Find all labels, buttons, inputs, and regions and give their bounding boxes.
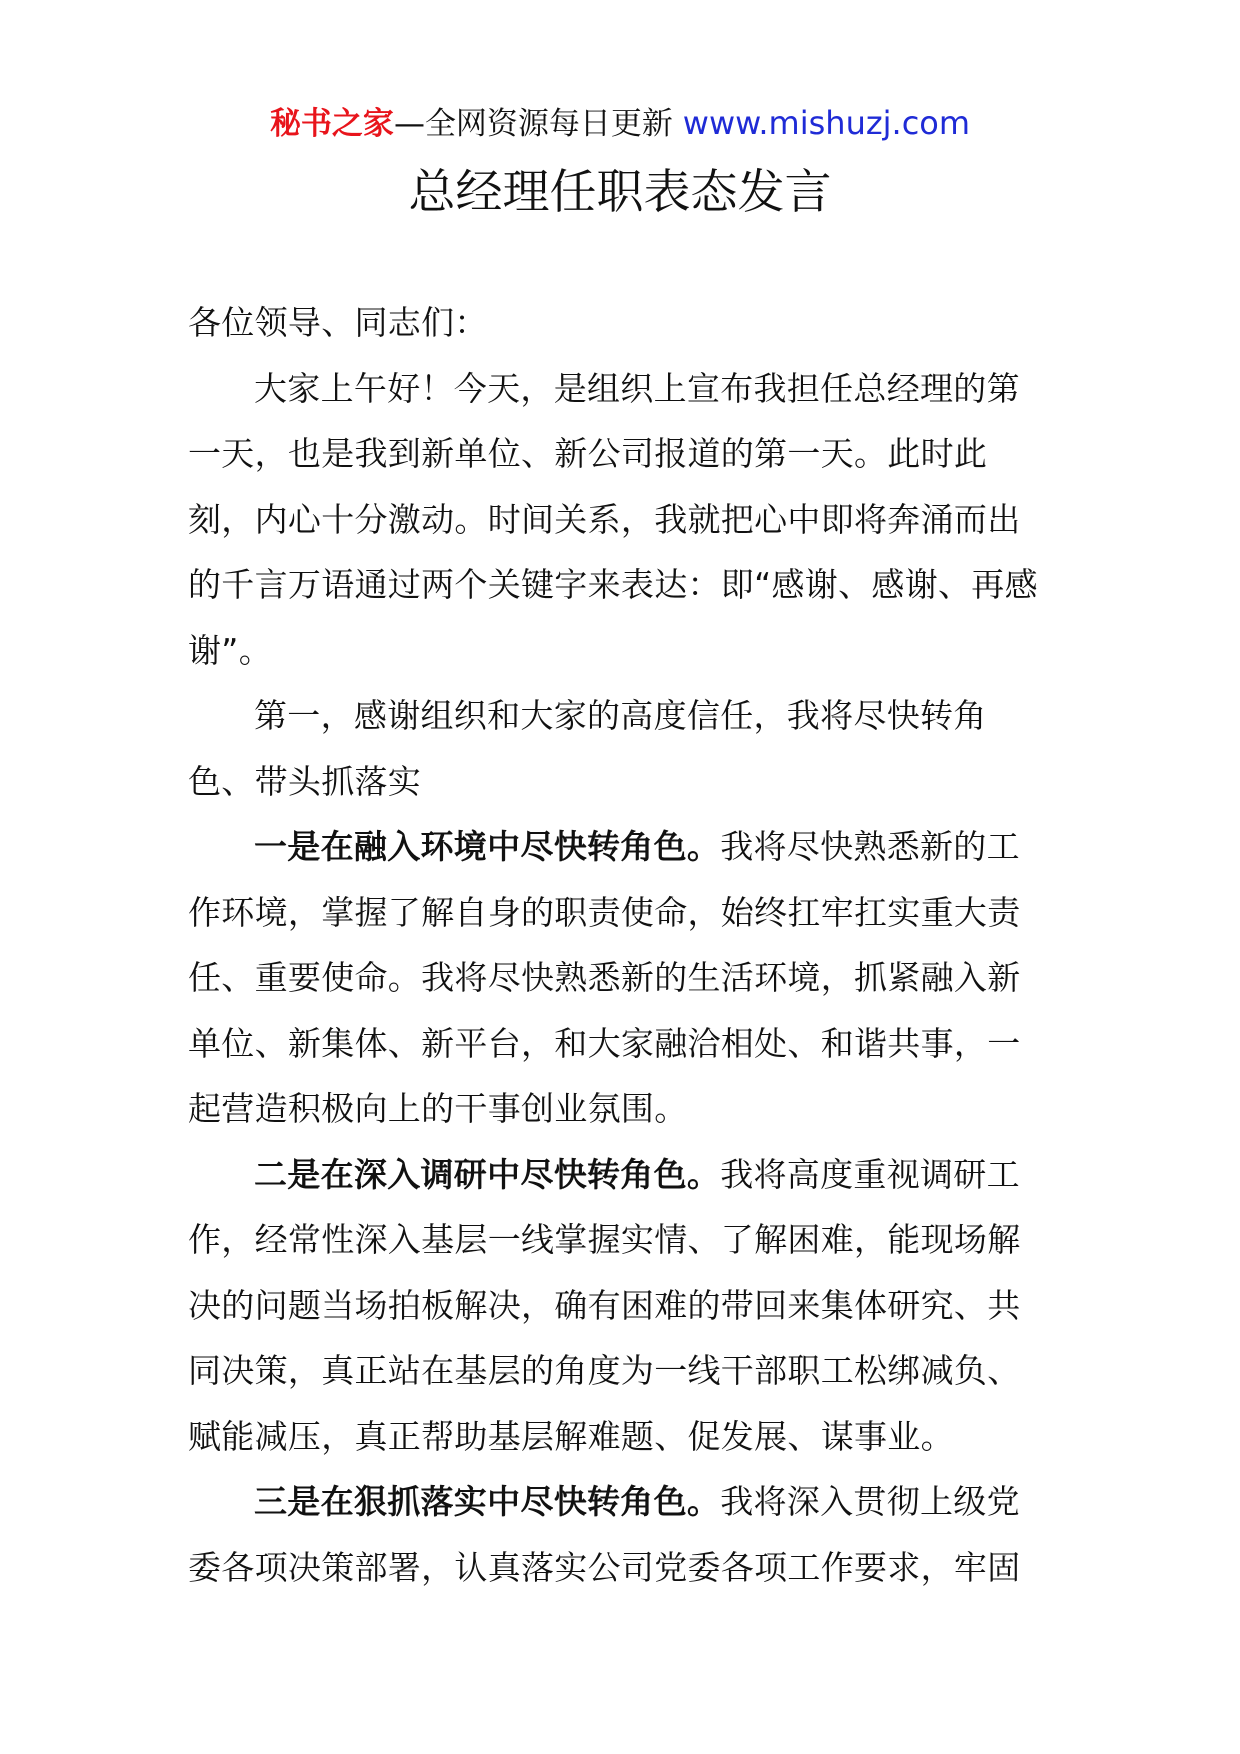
paragraph-text: 第一，感谢组织和大家的高度信任，我将尽快转角色、带头抓落实 — [188, 696, 987, 801]
paragraph-point-3 — [188, 1469, 1048, 1600]
paragraph-text: 我将尽快熟悉新的工作环境，掌握了解自身的职责使命，始终扛牢扛实重大责任、重要使命。我将尽快熟悉新的生活环境，抓紧融入新单位、新集体、新平台，和大家融洽相处、和谐共事，一起营造积极向上的干事创业氛围。 — [188, 827, 1021, 1128]
site-brand: 秘书之家 — [269, 106, 394, 142]
site-header — [0, 98, 1240, 149]
paragraph-text: 大家上午好！今天，是组织上宣布我担任总经理的第一天，也是我到新单位、新公司报道的第一天。此时此刻，内心十分激动。时间关系，我就把心中即将奔涌而出的千言万语通过两个关键字来表达：即“感谢、感谢、再感谢”。 — [188, 368, 1038, 670]
paragraph-lead: 一是在融入环境中尽快转角色。 — [254, 827, 721, 866]
paragraph-section-heading — [188, 683, 1048, 814]
paragraph-point-2 — [188, 1142, 1048, 1470]
site-url-link[interactable]: www.mishuzj.com — [682, 104, 971, 142]
paragraph-greeting — [188, 356, 1048, 684]
paragraph-lead: 三是在狠抓落实中尽快转角色。 — [254, 1482, 721, 1521]
site-tagline: —全网资源每日更新 — [393, 106, 673, 142]
paragraph-point-1 — [188, 814, 1048, 1142]
document-body — [188, 290, 1048, 1600]
salutation: 各位领导、同志们： — [188, 303, 488, 342]
paragraph-text: 我将深入贯彻上级党委各项决策部署，认真落实公司党委各项工作要求，牢固 — [188, 1482, 1021, 1587]
paragraph-text: 我将高度重视调研工作，经常性深入基层一线掌握实情、了解困难，能现场解决的问题当场拍板解决，确有困难的带回来集体研究、共同决策，真正站在基层的角度为一线干部职工松绑减负、赋能减压，真正帮助基层解难题、促发展、谋事业。 — [188, 1154, 1021, 1456]
paragraph-lead: 二是在深入调研中尽快转角色。 — [254, 1154, 721, 1194]
document-title: 总经理任职表态发言 — [408, 165, 832, 220]
